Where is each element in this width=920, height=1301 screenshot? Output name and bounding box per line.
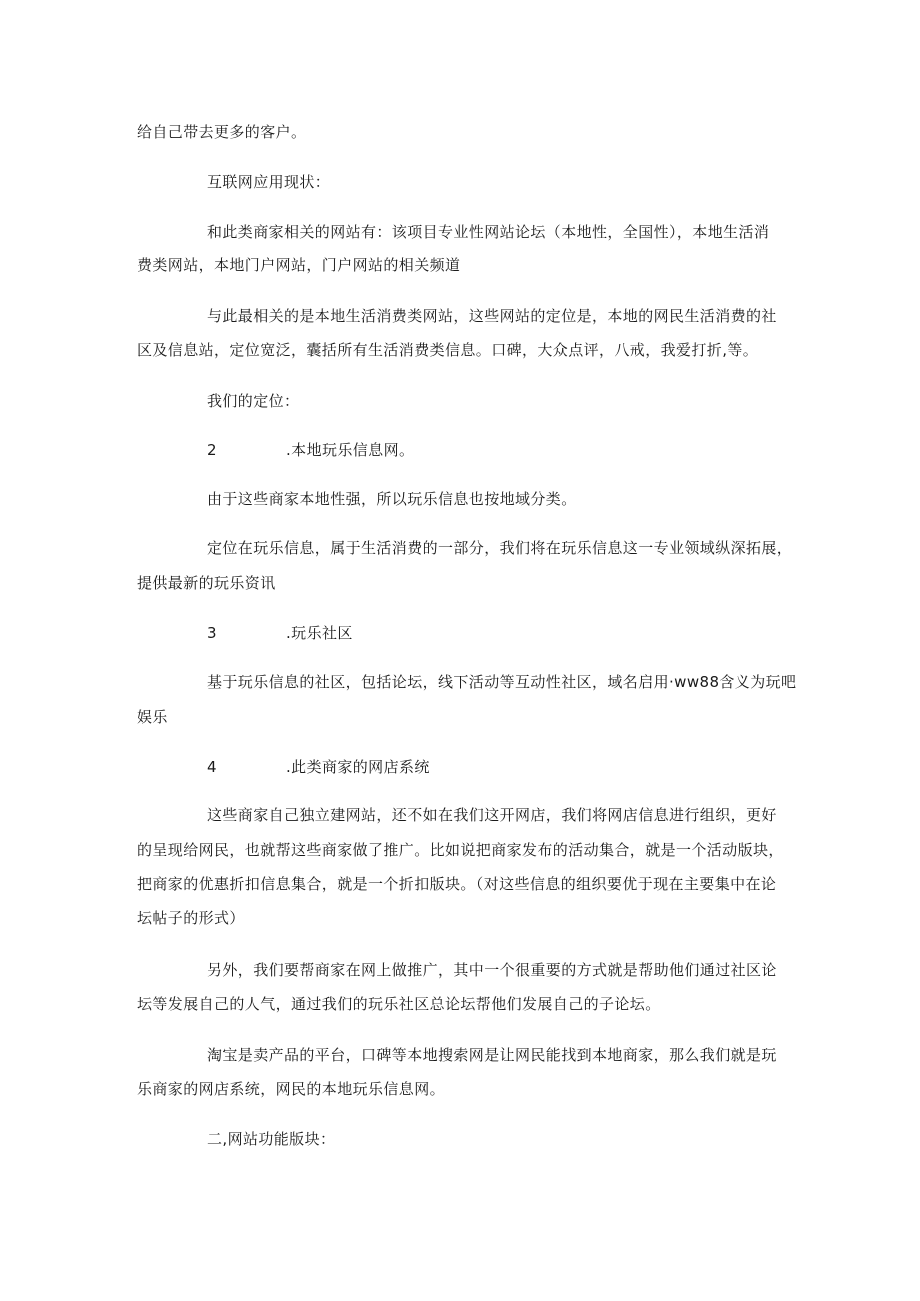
paragraph-line: 坛帖子的形式） [137,909,245,927]
paragraph-line: 把商家的优惠折扣信息集合，就是一个折扣版块。（对这些信息的组织要优于现在主要集中在论 [137,875,777,893]
paragraph-line: 我们的定位： [207,392,300,410]
paragraph-line: 费类网站，本地门户网站，门户网站的相关频道 [137,256,461,274]
paragraph-line: 坛等发展自己的人气，通过我们的玩乐社区总论坛帮他们发展自己的子论坛。 [137,995,661,1013]
paragraph-line: 乐商家的网店系统，网民的本地玩乐信息网。 [137,1080,446,1098]
list-item-title: .本地玩乐信息网。 [286,441,415,459]
paragraph-line: 另外，我们要帮商家在网上做推广，其中一个很重要的方式就是帮助他们通过社区论 [207,961,777,979]
list-number: 4 [207,758,217,776]
paragraph-line: 娱乐 [137,708,168,726]
paragraph-line: 的呈现给网民，也就帮这些商家做了推广。比如说把商家发布的活动集合，就是一个活动版块， [137,841,784,859]
paragraph-line: 提供最新的玩乐资讯 [137,574,276,592]
paragraph-line: 区及信息站，定位宽泛，囊括所有生活消费类信息。口碑，大众点评，八戒，我爱打折,等。 [137,341,759,359]
paragraph-line: 由于这些商家本地性强，所以玩乐信息也按地域分类。 [207,490,577,508]
paragraph-line: 基于玩乐信息的社区，包括论坛，线下活动等互动性社区，域名启用·ww88含义为玩吧 [207,673,797,691]
list-number: 2 [207,441,217,459]
paragraph-line: 给自己带去更多的客户。 [137,123,307,141]
paragraph-line: 和此类商家相关的网站有：该项目专业性网站论坛（本地性，全国性），本地生活消 [207,223,770,241]
list-item-title: .玩乐社区 [286,624,353,642]
section-heading: 二,网站功能版块： [207,1130,336,1148]
list-number: 3 [207,624,217,642]
list-item-title: .此类商家的网店系统 [286,758,430,776]
paragraph-line: 与此最相关的是本地生活消费类网站，这些网站的定位是，本地的网民生活消费的社 [207,307,777,325]
paragraph-line: 淘宝是卖产品的平台，口碑等本地搜索网是让网民能找到本地商家，那么我们就是玩 [207,1046,777,1064]
paragraph-line: 互联网应用现状： [207,173,331,191]
paragraph-line: 定位在玩乐信息，属于生活消费的一部分，我们将在玩乐信息这一专业领域纵深拓展， [207,539,793,557]
paragraph-line: 这些商家自己独立建网站，还不如在我们这开网店，我们将网店信息进行组织，更好 [207,806,777,824]
